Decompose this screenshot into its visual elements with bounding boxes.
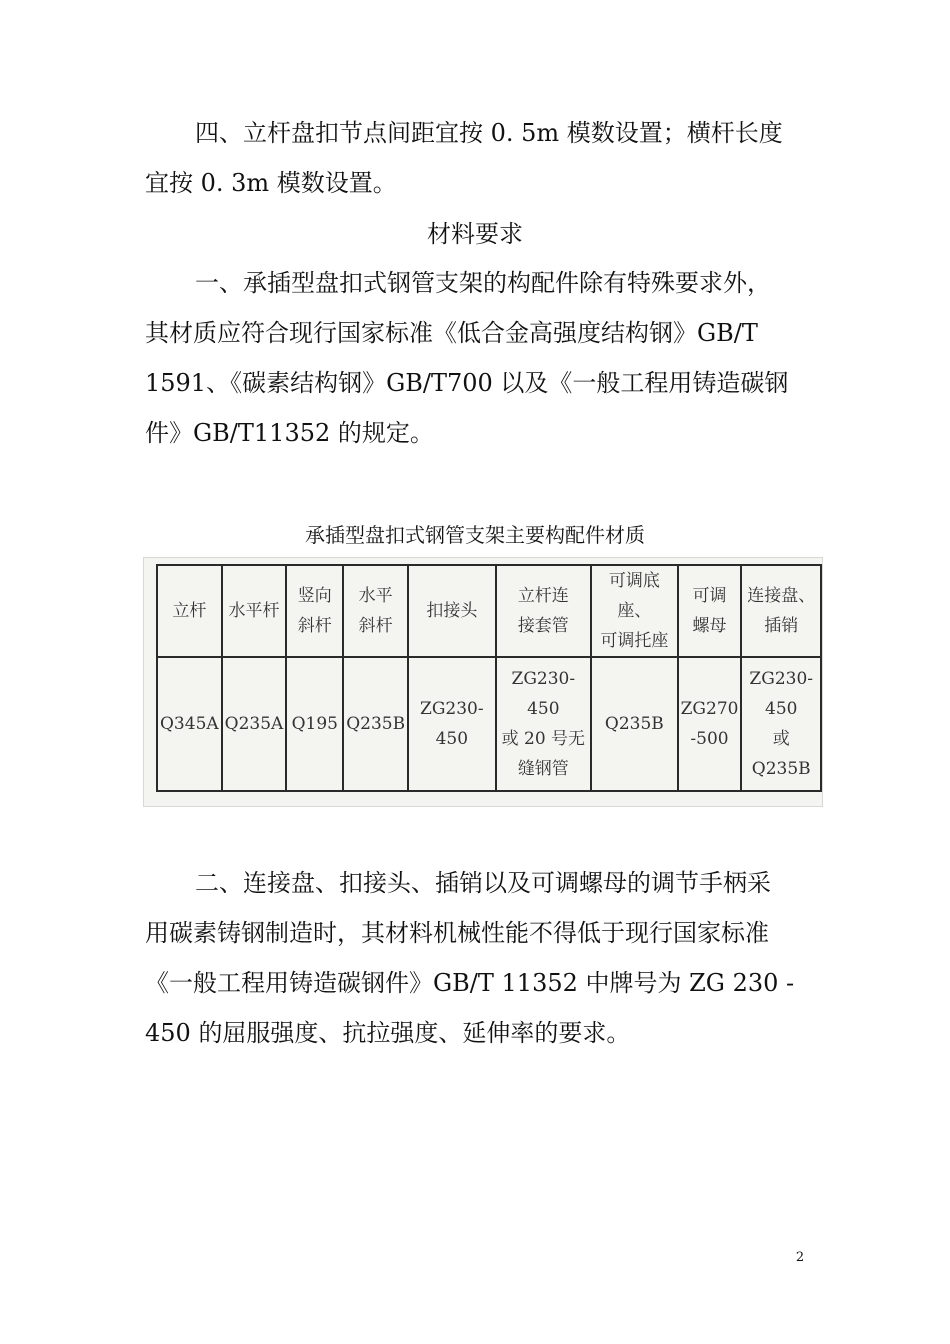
header-cell bbox=[286, 565, 343, 657]
header-text: 可调托座 bbox=[600, 631, 669, 651]
value-cell bbox=[157, 657, 222, 791]
table-header-row bbox=[157, 565, 821, 657]
materials-table bbox=[156, 564, 822, 792]
paragraph-one bbox=[145, 258, 807, 458]
header-text: 立杆 bbox=[172, 601, 207, 621]
value-text: ZG230-450 bbox=[511, 669, 576, 719]
header-text: 立杆连 bbox=[517, 586, 569, 606]
header-text: 水平杆 bbox=[228, 601, 280, 621]
table-value-row bbox=[157, 657, 821, 791]
value-text: -500 bbox=[690, 729, 729, 749]
paragraph-two-line-4: 450 的屈服强度、抗拉强度、延伸率的要求。 bbox=[145, 1019, 631, 1047]
value-text: 缝钢管 bbox=[517, 759, 569, 779]
header-cell bbox=[408, 565, 495, 657]
paragraph-one-line-2: 其材质应符合现行国家标准《低合金高强度结构钢》GB/T bbox=[145, 319, 758, 347]
paragraph-two-line-3: 《一般工程用铸造碳钢件》GB/T 11352 中牌号为 ZG 230 - bbox=[145, 969, 795, 997]
header-text: 水平 bbox=[358, 586, 393, 606]
paragraph-four-line-2: 宜按 0. 3m 模数设置。 bbox=[145, 169, 397, 197]
header-text: 竖向 bbox=[297, 586, 332, 606]
paragraph-one-line-3: 1591、《碳素结构钢》GB/T700 以及《一般工程用铸造碳钢 bbox=[145, 369, 789, 397]
value-text: ZG230-450 bbox=[420, 699, 484, 749]
header-text: 可调底座、 bbox=[608, 571, 660, 621]
value-text: Q235B bbox=[346, 714, 406, 734]
header-cell bbox=[496, 565, 591, 657]
header-text: 插销 bbox=[764, 616, 799, 636]
value-cell bbox=[741, 657, 821, 791]
header-text: 斜杆 bbox=[358, 616, 393, 636]
value-cell bbox=[408, 657, 495, 791]
header-cell bbox=[222, 565, 287, 657]
value-cell bbox=[343, 657, 408, 791]
paragraph-four bbox=[145, 108, 807, 208]
header-text: 螺母 bbox=[692, 616, 727, 636]
value-cell bbox=[496, 657, 591, 791]
header-text: 斜杆 bbox=[297, 616, 332, 636]
materials-table-image bbox=[143, 557, 823, 807]
value-text: 或 Q235B bbox=[751, 729, 811, 779]
value-text: Q195 bbox=[291, 714, 338, 734]
value-text: 或 20 号无 bbox=[501, 729, 586, 749]
value-text: ZG270 bbox=[680, 699, 739, 719]
value-text: Q235B bbox=[604, 714, 664, 734]
header-cell bbox=[678, 565, 742, 657]
paragraph-two bbox=[145, 858, 807, 1058]
value-cell bbox=[678, 657, 742, 791]
header-cell bbox=[157, 565, 222, 657]
page-number: 2 bbox=[795, 1250, 805, 1265]
value-text: Q345A bbox=[160, 714, 219, 734]
value-text: Q235A bbox=[224, 714, 284, 734]
header-text: 接套管 bbox=[517, 616, 569, 636]
header-cell bbox=[741, 565, 821, 657]
value-cell bbox=[591, 657, 678, 791]
paragraph-four-line-1: 四、立杆盘扣节点间距宜按 0. 5m 模数设置；横杆长度 bbox=[195, 119, 783, 147]
header-cell bbox=[343, 565, 408, 657]
paragraph-one-line-1: 一、承插型盘扣式钢管支架的构配件除有特殊要求外， bbox=[195, 269, 771, 297]
section-heading: 材料要求 bbox=[427, 220, 523, 248]
value-cell bbox=[286, 657, 343, 791]
paragraph-one-line-4: 件》GB/T11352 的规定。 bbox=[145, 419, 434, 447]
paragraph-two-line-2: 用碳素铸钢制造时，其材料机械性能不得低于现行国家标准 bbox=[145, 919, 769, 947]
header-text: 可调 bbox=[692, 586, 727, 606]
table-caption: 承插型盘扣式钢管支架主要构配件材质 bbox=[305, 523, 645, 547]
paragraph-two-line-1: 二、连接盘、扣接头、插销以及可调螺母的调节手柄采 bbox=[195, 869, 771, 897]
header-text: 连接盘、 bbox=[747, 586, 816, 606]
value-text: ZG230-450 bbox=[749, 669, 814, 719]
header-cell bbox=[591, 565, 678, 657]
value-cell bbox=[222, 657, 287, 791]
header-text: 扣接头 bbox=[426, 601, 478, 621]
